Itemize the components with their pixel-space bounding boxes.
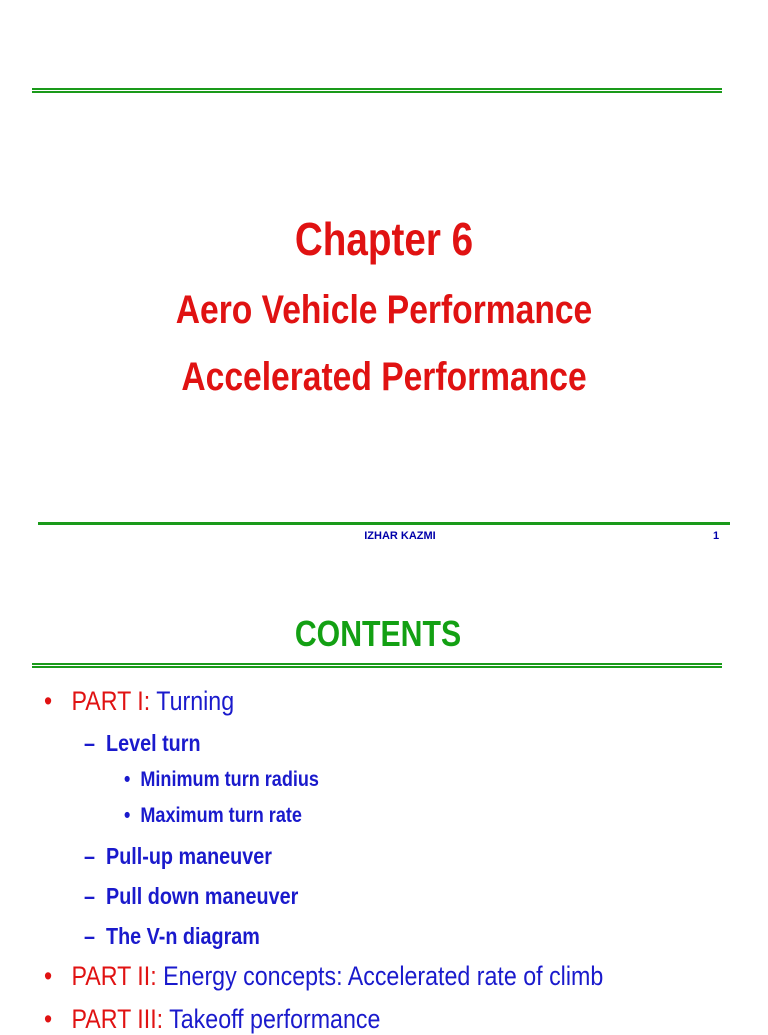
part-label: PART III:: [71, 1004, 164, 1034]
page-number: 1: [713, 530, 720, 542]
chapter-title: Chapter 6: [294, 213, 474, 265]
header-rule: [32, 88, 722, 93]
dash-marker: –: [84, 883, 96, 909]
bullet-marker: •: [44, 961, 53, 991]
bullet-marker: •: [124, 768, 131, 791]
chapter-subtitle-2: Accelerated Performance: [181, 355, 587, 399]
bullet-marker: •: [124, 804, 131, 827]
item-text: The V-n diagram: [105, 923, 260, 949]
dash-marker: –: [84, 843, 96, 869]
dash-marker: –: [84, 730, 96, 756]
footer-rule: [38, 522, 730, 525]
part-text: Energy concepts: Accelerated rate of climb: [163, 961, 604, 991]
list-item-pull-down: [84, 883, 298, 910]
contents-rule: [32, 663, 722, 668]
part-label: PART II:: [71, 961, 157, 991]
item-text: Pull-up maneuver: [105, 843, 272, 869]
item-text: Maximum turn rate: [140, 804, 302, 827]
bullet-marker: •: [44, 686, 53, 716]
list-item-level-turn: [84, 730, 201, 757]
list-item-min-turn-radius: [124, 768, 319, 792]
item-text: Minimum turn radius: [140, 768, 319, 791]
part-text: Turning: [156, 686, 235, 716]
chapter-subtitle-1: Aero Vehicle Performance: [175, 288, 593, 332]
item-text: Pull down maneuver: [105, 883, 299, 909]
list-item-part-1: [44, 686, 234, 717]
part-label: PART I:: [71, 686, 151, 716]
bullet-marker: •: [44, 1004, 53, 1034]
contents-title: CONTENTS: [294, 613, 462, 654]
list-item-max-turn-rate: [124, 804, 302, 828]
list-item-pull-up: [84, 843, 272, 870]
list-item-vn-diagram: [84, 923, 260, 950]
dash-marker: –: [84, 923, 96, 949]
part-text: Takeoff performance: [169, 1004, 381, 1034]
item-text: Level turn: [105, 730, 201, 756]
list-item-part-2: [44, 961, 603, 992]
footer-author: IZHAR KAZMI: [364, 530, 436, 542]
list-item-part-3: [44, 1004, 380, 1035]
